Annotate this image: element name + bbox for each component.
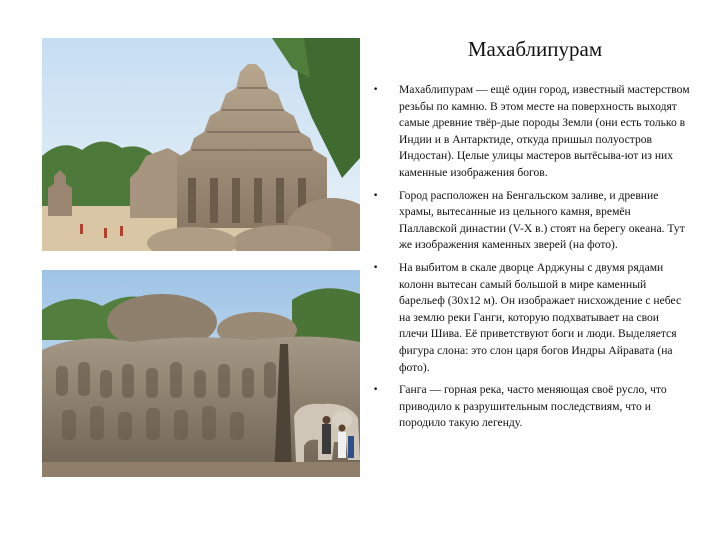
relief-image: [42, 270, 360, 477]
bullet-dot: •: [373, 85, 379, 95]
bullet-text: Ганга — горная река, часто меняющая своё русло, что приводило к разрушительным последствиям, что и породило такую легенду.: [399, 383, 667, 430]
bullet-text: Махаблипурам — ещё один город, известный мастерством резьбы по камню. В этом месте на поверхность выходят самые древние твёр-дые породы Земли (они есть только в Индии и в Антарктиде, откуда пришыл полуостров Индостан). Целые улицы мастеров вытёсыва-ют из них каменные изображения богов.: [399, 83, 690, 179]
ratha-temple-image: [42, 38, 360, 251]
ratha-temple-photo: [42, 38, 360, 251]
bullet-text: На выбитом в скале дворце Арджуны с двумя рядами колонн вытесан самый большой в мире каменный барельеф (30х12 м). Он изображает нисхождение с небес на землю реки Ганги, которую подхватывает на свои плечи Шива. Её приветствуют боги и люди. Выделяется фигура слона: это слон царя богов Индры Айравата (на фото).: [399, 260, 682, 374]
bullet-text: Город расположен на Бенгальском заливе, и древние храмы, вытесанные из цельного камня, времён Паллавской династии (V-X в.) стоят на берегу океана. Тут же изображения каменных зверей (на фото).: [399, 188, 685, 252]
bullet-dot: •: [373, 262, 379, 273]
arjuna-penance-relief-photo: [42, 270, 360, 477]
bullet-item: [372, 382, 690, 432]
slide-title: Махаблипурам: [467, 37, 603, 61]
bullet-item: [372, 188, 690, 254]
bullet-item: [372, 82, 690, 182]
bullet-dot: •: [373, 190, 379, 201]
bullet-dot: •: [373, 385, 379, 396]
bullet-item: [372, 260, 690, 376]
bullet-list: [372, 82, 690, 438]
